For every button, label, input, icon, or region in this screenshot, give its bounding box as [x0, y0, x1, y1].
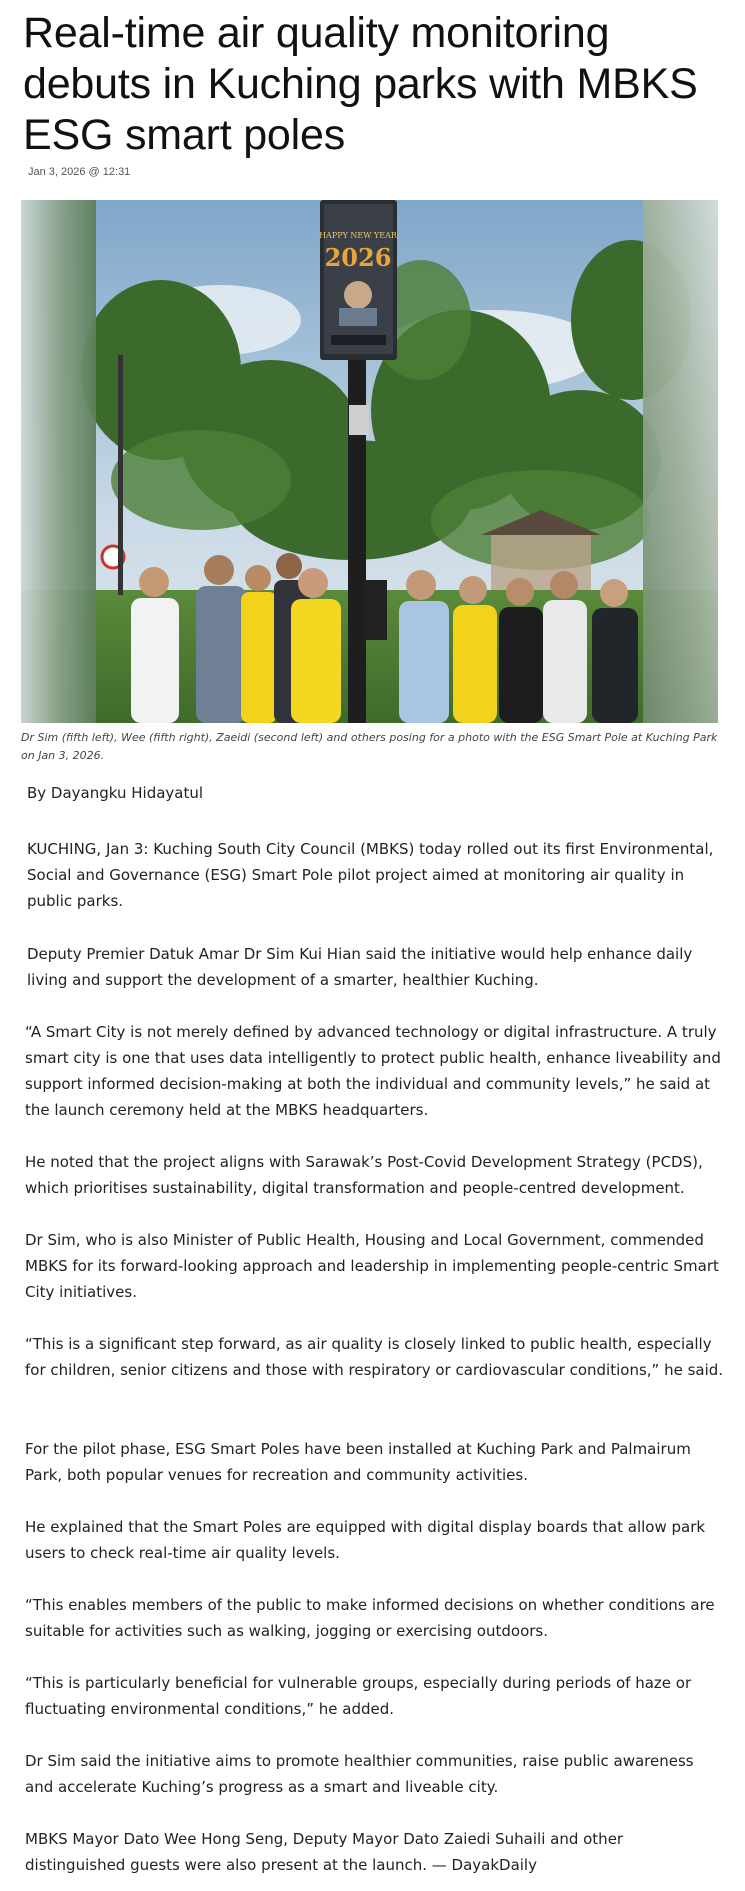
photo-caption: Dr Sim (fifth left), Wee (fifth right), Zaeidi (second left) and others posing for a photo with the ESG Smart Pole at Kuching Park on Jan 3, 2026. [21, 731, 718, 762]
paragraph-12: MBKS Mayor Dato Wee Hong Seng, Deputy Mayor Dato Zaiedi Suhaili and other distinguished guests were also present at the launch. — DayakDaily [25, 1830, 624, 1874]
display-small-text: HAPPY NEW YEAR [319, 231, 397, 240]
paragraph-1: KUCHING, Jan 3: Kuching South City Council (MBKS) today rolled out its first Environmental, Social and Governance (ESG) Smart Pole pilot project aimed at monitoring air quality in public parks. [27, 840, 714, 910]
publish-date: Jan 3, 2026 @ 12:31 [28, 166, 131, 178]
article-title: Real-time air quality monitoring debuts in Kuching parks with MBKS ESG smart poles [23, 9, 698, 159]
display-year: 2026 [324, 243, 392, 272]
paragraph-10: “This is particularly beneficial for vulnerable groups, especially during periods of haze or fluctuating environmental conditions,” he added. [25, 1674, 692, 1718]
paragraph-11: Dr Sim said the initiative aims to promote healthier communities, raise public awareness and accelerate Kuching’s progress as a smart and liveable city. [25, 1752, 694, 1796]
paragraph-4: He noted that the project aligns with Sarawak’s Post-Covid Development Strategy (PCDS), which prioritises sustainability, digital transformation and people-centred development. [25, 1153, 703, 1197]
paragraph-3: “A Smart City is not merely defined by advanced technology or digital infrastructure. A truly smart city is one that uses data intelligently to protect public health, enhance liveability and support informed decision-making at both the individual and community levels,” he said at the launch ceremony held at the MBKS headquarters. [25, 1023, 721, 1119]
paragraph-5: Dr Sim, who is also Minister of Public Health, Housing and Local Government, commended MBKS for its forward-looking approach and leadership in implementing people-centric Smart City initiatives. [25, 1231, 719, 1301]
byline: By Dayangku Hidayatul [27, 784, 204, 802]
paragraph-6: “This is a significant step forward, as air quality is closely linked to public health, especially for children, senior citizens and those with respiratory or cardiovascular conditions,” he said. [25, 1335, 724, 1379]
paragraph-7: For the pilot phase, ESG Smart Poles have been installed at Kuching Park and Palmairum Park, both popular venues for recreation and community activities. [25, 1440, 691, 1484]
article-photo[interactable] [21, 200, 718, 723]
paragraph-2: Deputy Premier Datuk Amar Dr Sim Kui Hian said the initiative would help enhance daily living and support the development of a smarter, healthier Kuching. [27, 945, 693, 989]
paragraph-9: “This enables members of the public to make informed decisions on whether conditions are suitable for activities such as walking, jogging or exercising outdoors. [25, 1596, 715, 1640]
paragraph-8: He explained that the Smart Poles are equipped with digital display boards that allow park users to check real-time air quality levels. [25, 1518, 706, 1562]
